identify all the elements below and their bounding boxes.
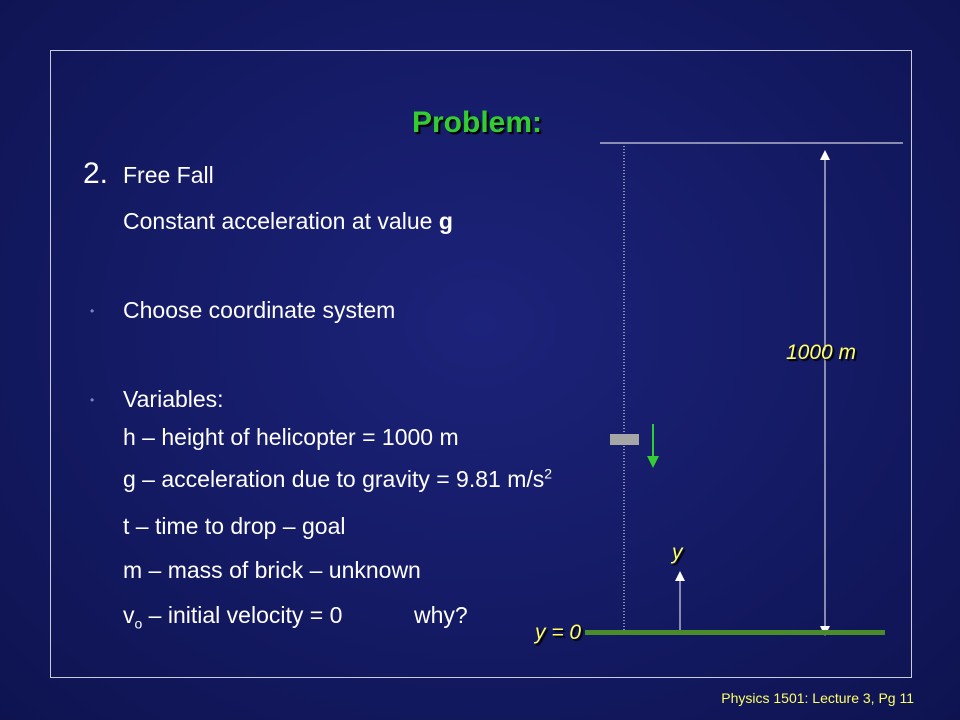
slide-title: Problem: xyxy=(412,106,543,139)
bullet-variables: Variables: xyxy=(123,386,224,412)
variable-v-text: – initial velocity = 0 xyxy=(142,602,343,628)
height-label: 1000 m xyxy=(786,341,857,364)
bullet-icon: • xyxy=(90,304,95,318)
variable-g-text: g – acceleration due to gravity = 9.81 m/s xyxy=(123,466,545,492)
problem-number: 2. xyxy=(83,157,109,190)
y-axis-label: y xyxy=(672,541,683,564)
variable-v-subscript: o xyxy=(134,615,143,632)
footer-lecture-info: Physics 1501: Lecture 3, Pg 11 xyxy=(721,690,914,706)
g-symbol: g xyxy=(438,208,453,234)
bullet-coordinate-system: Choose coordinate system xyxy=(123,297,396,323)
variable-t: t – time to drop – goal xyxy=(123,513,346,539)
variable-v-base: v xyxy=(123,602,135,628)
ground-label: y = 0 xyxy=(535,621,582,644)
variable-m: m – mass of brick – unknown xyxy=(123,557,421,583)
brick-icon xyxy=(610,434,639,445)
variable-v-why: why? xyxy=(414,602,468,628)
bullet-icon: • xyxy=(90,393,95,407)
ground-line xyxy=(585,630,885,635)
variable-h: h – height of helicopter = 1000 m xyxy=(123,424,459,450)
problem-heading: Free Fall xyxy=(123,162,214,188)
variable-g-exponent: 2 xyxy=(544,465,553,482)
acceleration-text: Constant acceleration at value xyxy=(123,208,439,234)
